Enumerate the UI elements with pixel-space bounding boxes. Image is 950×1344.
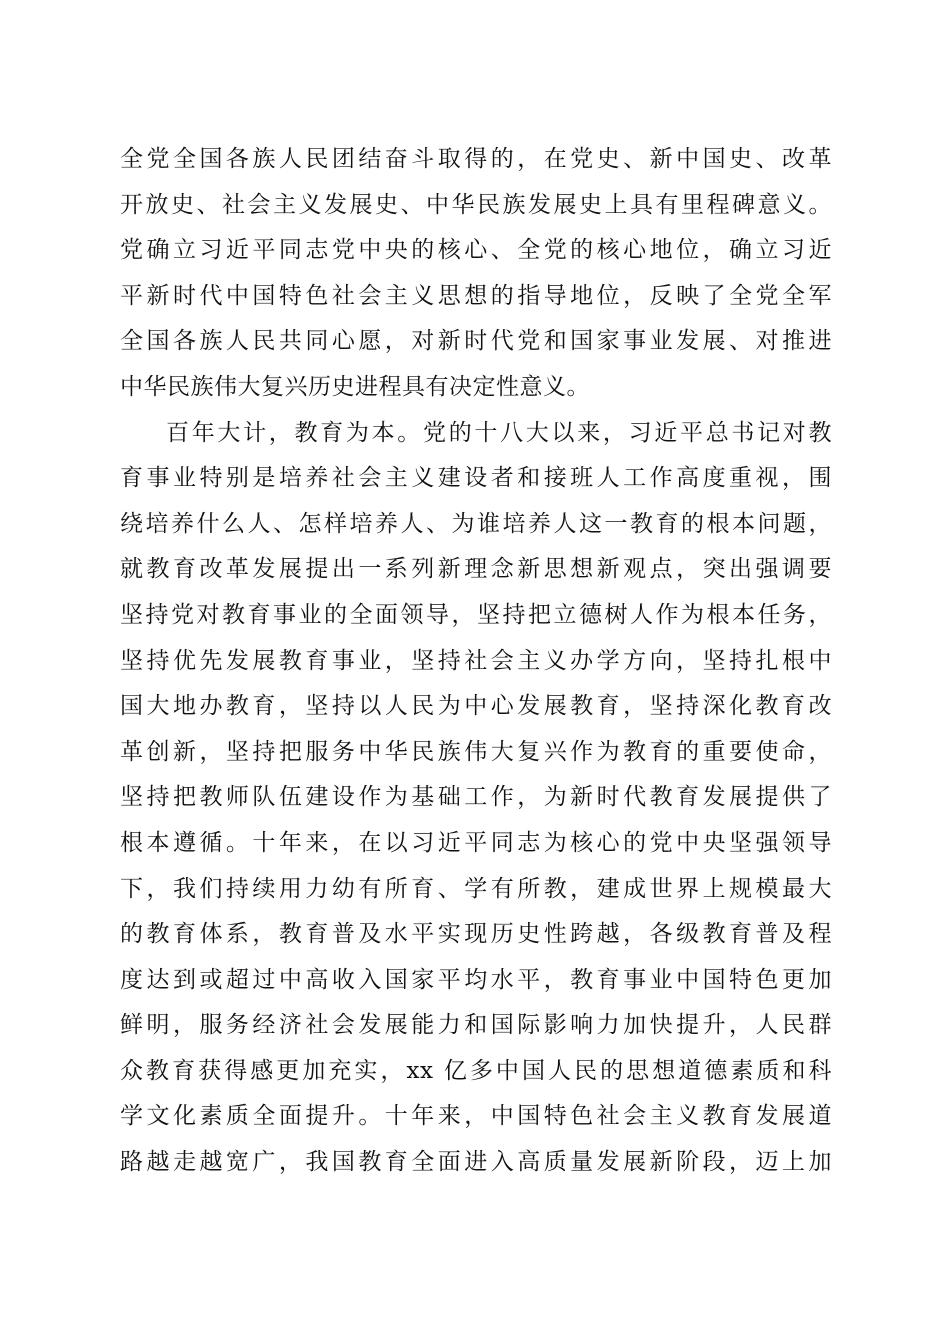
text-line: 下，我们持续用力幼有所育、学有所教，建成世界上规模最大 [120, 875, 832, 902]
text-line: 众教育获得感更加充实，xx 亿多中国人民的思想道德素质和科 [120, 1057, 832, 1084]
text-line: 育事业特别是培养社会主义建设者和接班人工作高度重视，围 [120, 465, 832, 492]
text-line: 全国各族人民共同心愿，对新时代党和国家事业发展、对推进 [120, 328, 832, 355]
text-line: 坚持把教师队伍建设作为基础工作，为新时代教育发展提供了 [120, 784, 832, 811]
text-line: 度达到或超过中高收入国家平均水平，教育事业中国特色更加 [120, 966, 832, 993]
text-line: 开放史、社会主义发展史、中华民族发展史上具有里程碑意义。 [120, 191, 832, 218]
text-line: 党确立习近平同志党中央的核心、全党的核心地位，确立习近 [120, 237, 832, 264]
text-line: 革创新，坚持把服务中华民族伟大复兴作为教育的重要使命， [120, 738, 832, 765]
text-line: 根本遵循。十年来，在以习近平同志为核心的党中央坚强领导 [120, 829, 832, 856]
text-line: 鲜明，服务经济社会发展能力和国际影响力加快提升，人民群 [120, 1012, 832, 1039]
text-line: 全党全国各族人民团结奋斗取得的，在党史、新中国史、改革 [120, 146, 832, 172]
text-line: 中华民族伟大复兴历史进程具有决定性意义。 [120, 373, 590, 400]
text-line: 坚持优先发展教育事业，坚持社会主义办学方向，坚持扎根中 [120, 647, 832, 674]
text-line: 路越走越宽广，我国教育全面进入高质量发展新阶段，迈上加 [120, 1149, 832, 1176]
text-line: 国大地办教育，坚持以人民为中心发展教育，坚持深化教育改 [120, 693, 832, 720]
text-line: 平新时代中国特色社会主义思想的指导地位，反映了全党全军 [120, 282, 832, 309]
text-line: 就教育改革发展提出一系列新理念新思想新观点，突出强调要 [120, 556, 832, 583]
paragraph-first-line: 百年大计，教育为本。党的十八大以来，习近平总书记对教 [166, 419, 832, 446]
text-line: 坚持党对教育事业的全面领导，坚持把立德树人作为根本任务， [120, 601, 832, 628]
text-line: 绕培养什么人、怎样培养人、为谁培养人这一教育的根本问题， [120, 510, 832, 537]
body-text [120, 137, 832, 1186]
text-line: 学文化素质全面提升。十年来，中国特色社会主义教育发展道 [120, 1103, 832, 1130]
text-line: 的教育体系，教育普及水平实现历史性跨越，各级教育普及程 [120, 921, 832, 948]
